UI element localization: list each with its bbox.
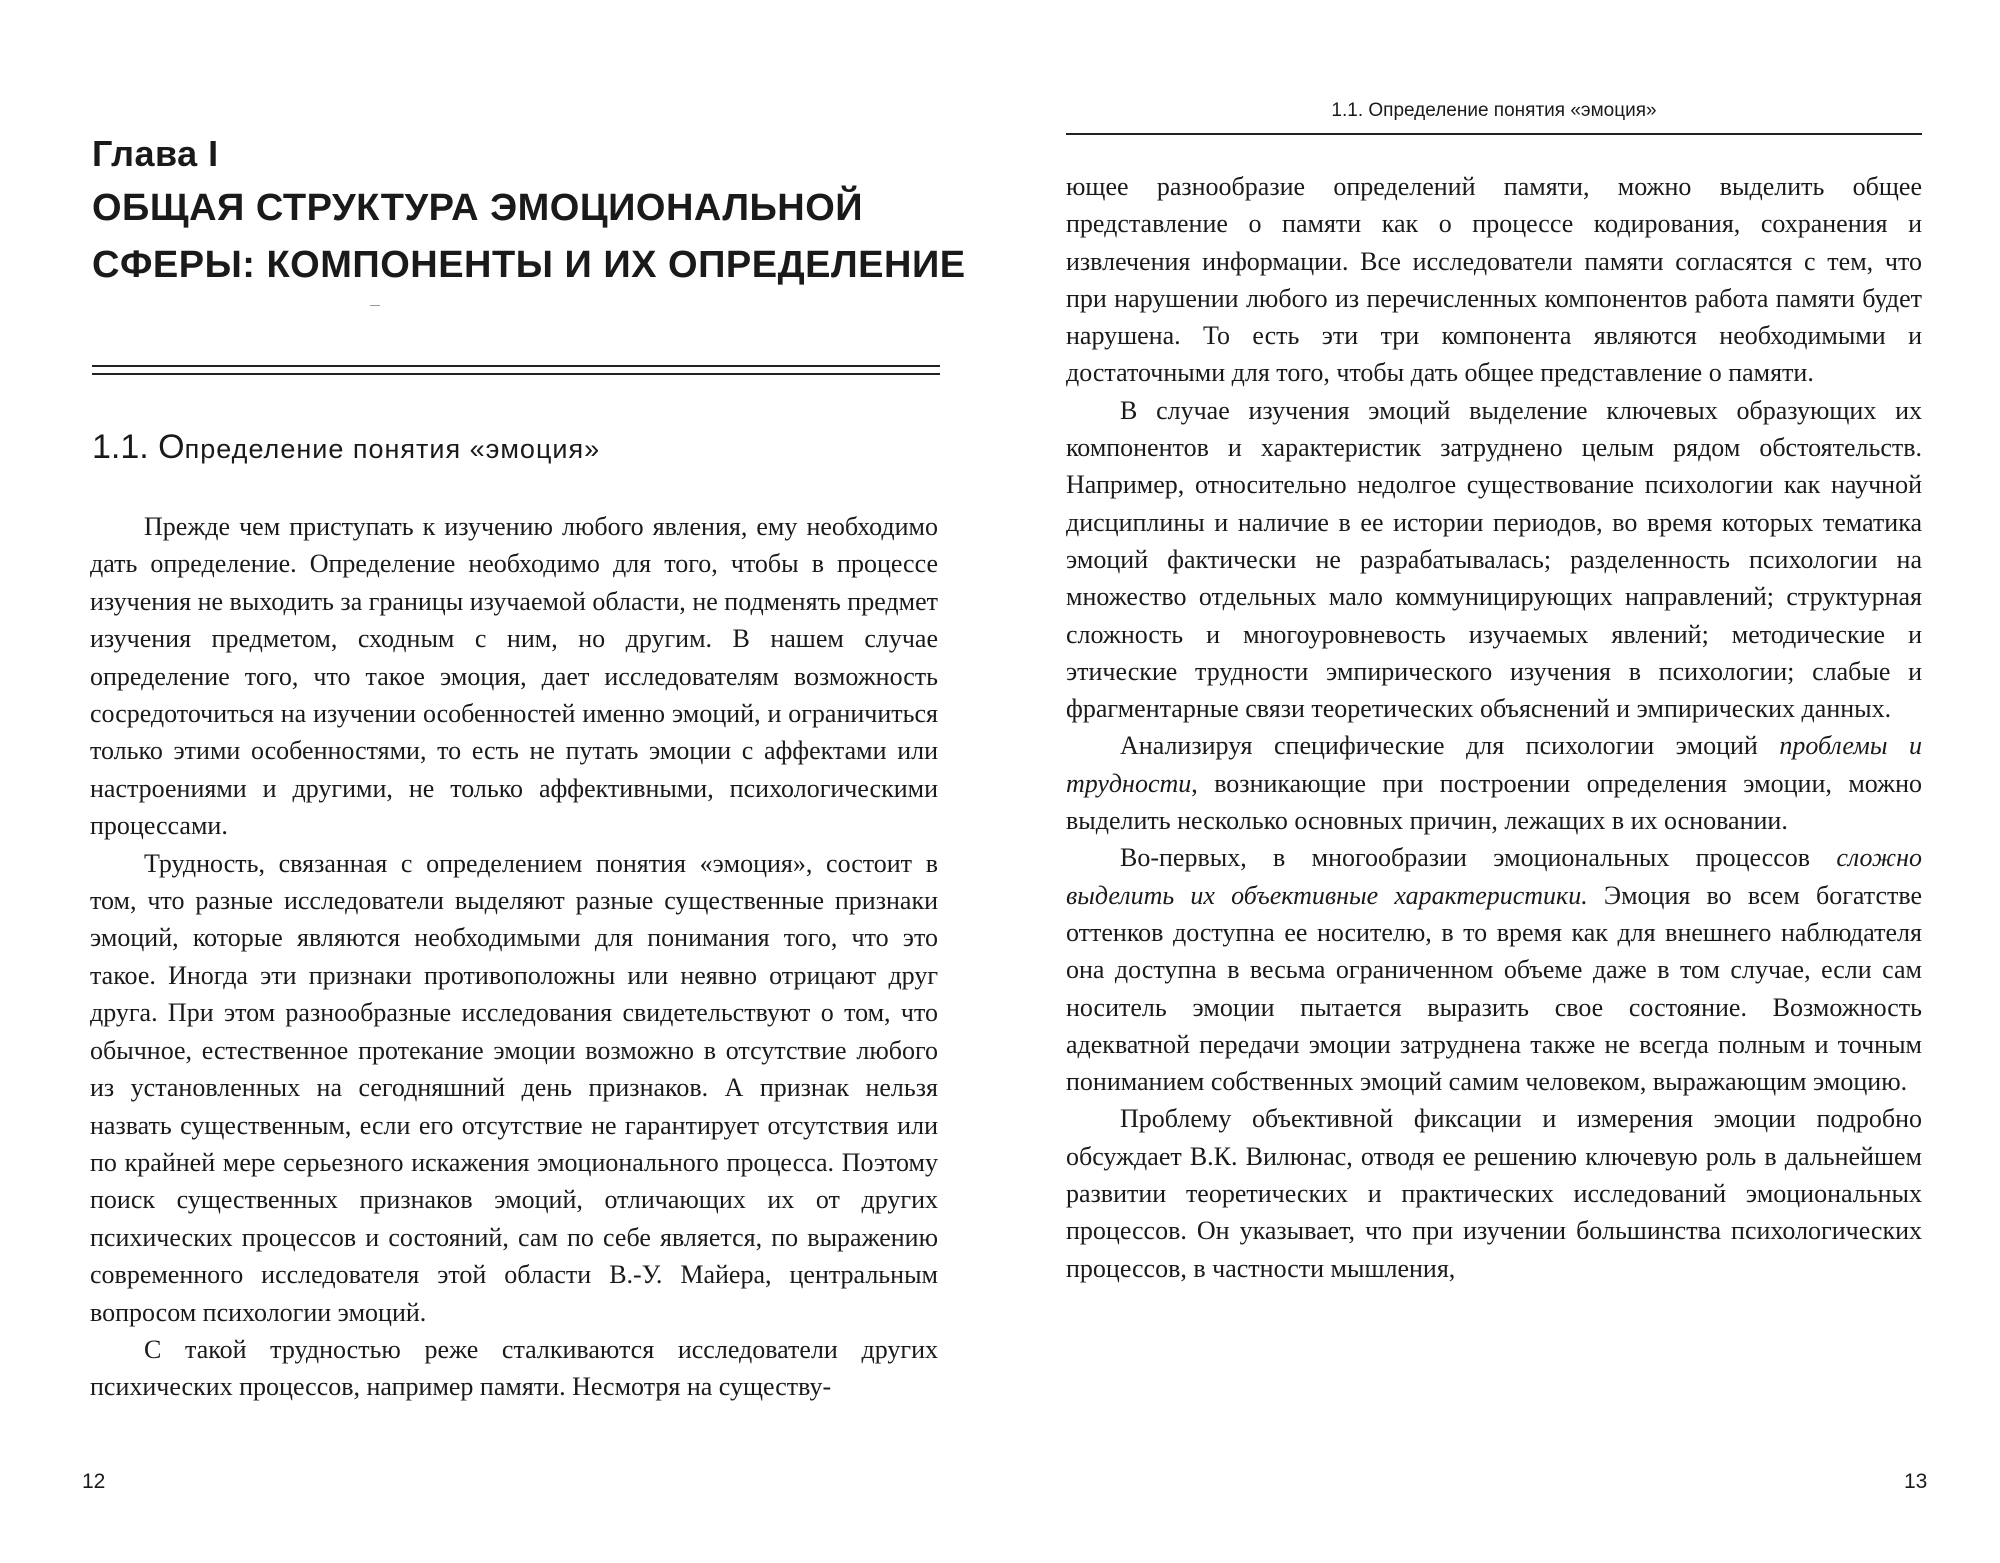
running-header: 1.1. Определение понятия «эмоция» <box>1331 100 1657 121</box>
text-run: Эмоция во всем богатстве оттенков доступна ее носителю, в то время как для внешнего наблюдателя она доступна в весьма ограниченном объеме даже в том случае, если сам носитель эмоции пытается выразить свое состояние. Возможность адекватной передачи эмоции затруднена также не всегда полным и точным пониманием собственных эмоций самим человеком, выражающим эмоцию. <box>1066 880 1923 1097</box>
paragraph: Трудность, связанная с определением понятия «эмоция», состоит в том, что разные исследователи выделяют разные существенные признаки эмоций, которые являются необходимыми для понимания того, что это такое. Иногда эти признаки противоположны или неявно отрицают друг друга. При этом разнообразные исследования свидетельствуют о том, что обычное, естественное протекание эмоции возможно в отсутствие любого из установленных на сегодняшний день признаков. А признак нельзя назвать существенным, если его отсутствие не гарантирует отсутствия или по крайней мере серьезного искажения эмоционального процесса. Поэтому поиск существенных признаков эмоций, отличающих их от других психических процессов и состояний, сам по себе является, по выражению современного исследователя этой области В.-У. Майера, центральным вопросом психологии эмоций. <box>90 848 938 1327</box>
paragraph <box>1066 727 1922 839</box>
chapter-title: ОБЩАЯ СТРУКТУРА ЭМОЦИОНАЛЬНОЙ СФЕРЫ: КОМПОНЕНТЫ И ИХ ОПРЕДЕЛЕНИЕ <box>92 187 966 286</box>
paragraph: В случае изучения эмоций выделение ключевых образующих их компонентов и характеристик затруднено целым рядом обстоятельств. Например, относительно недолгое существование психологии как научной дисциплины и наличие в ее истории периодов, во время которых тематика эмоций фактически не разрабатывалась; разделенность психологии на множество отдельных мало коммуницирующих направлений; структурная сложность и многоуровневость изучаемых явлений; методические и этические трудности эмпирического изучения в психологии; слабые и фрагментарные связи теоретических объяснений и эмпирических данных. <box>1066 395 1922 724</box>
section-heading <box>92 428 600 467</box>
section-initial: О <box>158 428 185 466</box>
text-run: Во-первых, в многообразии эмоциональных процессов <box>1120 843 1837 873</box>
paragraph: Прежде чем приступать к изучению любого явления, ему необходимо дать определение. Определение необходимо для того, чтобы в процессе изучения не выходить за границы изучаемой области, не подменять предмет изучения предметом, сходным с ним, но другим. В нашем случае определение того, что такое эмоция, дает исследователям возможность сосредоточиться на изучении особенностей именно эмоций, и ограничиться только этими особенностями, то есть не путать эмоции с аффектами или настроениями и другими, не только аффективными, психологическими процессами. <box>90 512 938 841</box>
left-body-text <box>90 508 938 1406</box>
page-number: 13 <box>1904 1470 1928 1493</box>
emphasis: проблемы и трудности <box>1066 731 1923 798</box>
text-run: , возникающие при построении определения эмоции, можно выделить несколько основных причин, лежащих в их основании. <box>1066 768 1922 836</box>
right-body-text <box>1066 168 1922 1287</box>
paragraph <box>1066 839 1922 1100</box>
paragraph: Проблему объективной фиксации и измерения эмоции подробно обсуждает В.К. Вилюнас, отводя ее решению ключевую роль в дальнейшем развитии теоретических и практических исследований эмоциональных процессов. Он указывает, что при изучении большинства психологических процессов, в частности мышления, <box>1066 1104 1922 1283</box>
section-number: 1.1. <box>92 428 149 466</box>
emphasis: сложно выделить их объективные характеристики. <box>1066 843 1922 910</box>
header-rule <box>1066 133 1922 135</box>
scan-speck <box>370 305 380 306</box>
right-page <box>1000 0 2000 1563</box>
section-title-rest: пределение понятия «эмоция» <box>184 434 601 464</box>
paragraph: ющее разнообразие определений памяти, можно выделить общее представление о памяти как о процессе кодирования, сохранения и извлечения информации. Все исследователи памяти согласятся с тем, что при нарушении любого из перечисленных компонентов работа памяти будет нарушена. То есть эти три компонента являются необходимыми и достаточными для того, чтобы дать общее представление о памяти. <box>1066 172 1922 388</box>
double-rule-divider <box>92 365 940 375</box>
paragraph: С такой трудностью реже сталкиваются исследователи других психических процессов, например памяти. Несмотря на существу- <box>90 1334 938 1402</box>
chapter-label: Глава I <box>92 133 219 174</box>
text-run: Анализируя специфические для психологии эмоций <box>1120 731 1780 761</box>
page-number: 12 <box>82 1470 106 1493</box>
